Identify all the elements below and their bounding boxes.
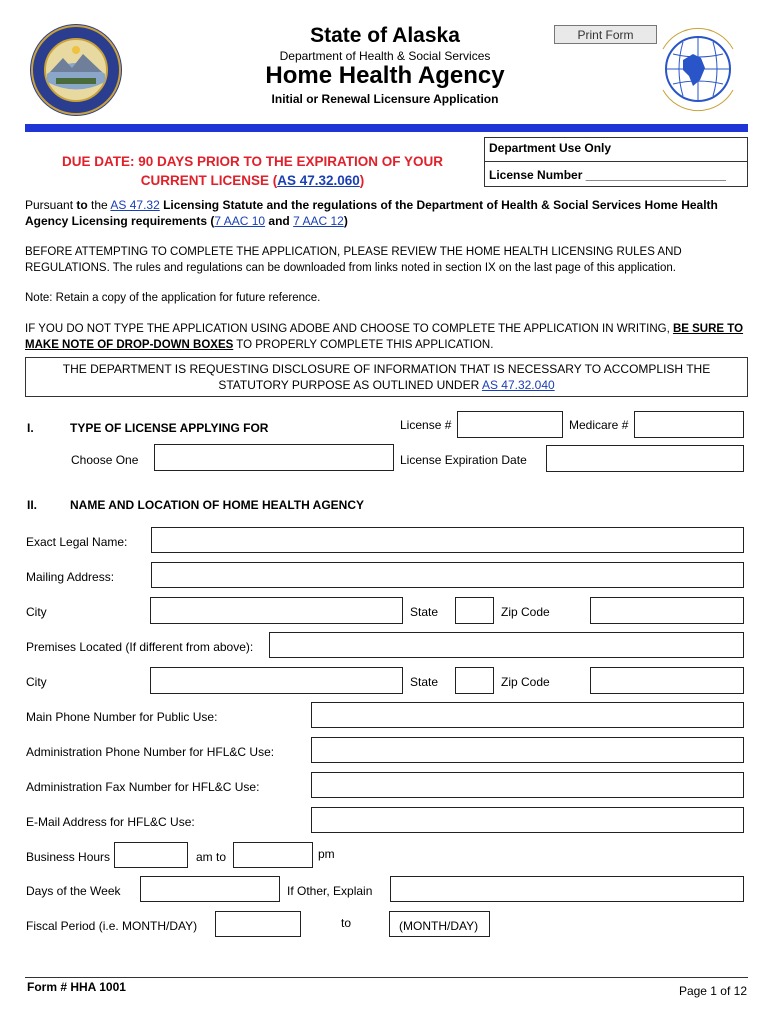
fiscal-to-label: to	[341, 916, 352, 930]
main-phone-label: Main Phone Number for Public Use:	[26, 710, 218, 724]
choose-one-label: Choose One	[71, 453, 139, 467]
city-input[interactable]	[150, 597, 403, 624]
pursuant-text-4: Licensing Statute and the regulations of the Department of Health & Social Services Home Health Agency Licensing requirements (	[25, 198, 718, 228]
pursuant-text-5: and	[265, 214, 294, 228]
business-hours-label: Business Hours	[26, 850, 111, 864]
city-label: City	[26, 605, 47, 619]
department-use-title: Department Use Only	[489, 141, 612, 155]
license-type-dropdown[interactable]	[154, 444, 394, 471]
pursuant-text-3: the	[87, 198, 111, 212]
state-label: State	[410, 605, 439, 619]
premises-zip-label: Zip Code	[501, 675, 550, 689]
section-2-title: NAME AND LOCATION OF HOME HEALTH AGENCY	[70, 498, 364, 512]
premises-city-label: City	[26, 675, 47, 689]
before-attempting-paragraph: BEFORE ATTEMPTING TO COMPLETE THE APPLICATION, PLEASE REVIEW THE HOME HEALTH LICENSING RULES AND REGULATIONS. The rules and regulations can be downloaded from links noted in section IX on the last page of this application.	[25, 246, 682, 274]
page-number: Page 1 of 12	[678, 984, 747, 998]
license-number-input[interactable]	[457, 411, 563, 438]
fiscal-start-input[interactable]	[215, 911, 301, 937]
header-band	[25, 124, 748, 132]
premises-state-input[interactable]	[455, 667, 494, 694]
disclosure-line1: THE DEPARTMENT IS REQUESTING DISCLOSURE OF INFORMATION THAT IS NECESSARY TO ACCOMPLISH THE	[62, 362, 711, 376]
days-of-week-label: Days of the Week	[26, 884, 121, 898]
am-to-label: am to	[196, 850, 227, 864]
pursuant-text-1: Pursuant	[25, 198, 77, 212]
pursuant-text-2: to	[76, 198, 88, 212]
if-other-input[interactable]	[390, 876, 744, 902]
alaska-state-seal	[28, 22, 124, 118]
7-aac-12-link[interactable]: 7 AAC 12	[293, 214, 344, 228]
premises-state-label: State	[410, 675, 439, 689]
license-number-text: License Number	[489, 168, 583, 182]
as-47-32-link[interactable]: AS 47.32	[110, 198, 160, 212]
adobe-instructions	[25, 321, 750, 353]
as-47-32-040-link[interactable]: AS 47.32.040	[481, 378, 555, 392]
premises-label: Premises Located (If different from above):	[26, 640, 254, 654]
mailing-address-input[interactable]	[151, 562, 744, 588]
main-phone-input[interactable]	[311, 702, 744, 728]
section-1-title: TYPE OF LICENSE APPLYING FOR	[70, 421, 269, 435]
fiscal-period-label: Fiscal Period (i.e. MONTH/DAY)	[26, 919, 198, 933]
license-number-field-label: License #	[400, 418, 452, 432]
7-aac-10-link[interactable]: 7 AAC 10	[214, 214, 266, 228]
pursuant-paragraph	[25, 197, 750, 229]
print-form-button[interactable]: Print Form	[554, 25, 657, 44]
adobe-text-2: BE SURE TO MAKE NOTE OF DROP-DOWN BOXES	[25, 323, 744, 351]
zip-code-label: Zip Code	[501, 605, 550, 619]
admin-phone-label: Administration Phone Number for HFL&C Use:	[26, 745, 275, 759]
retain-copy-note: Note: Retain a copy of the application for future reference.	[25, 292, 321, 304]
disclosure-line2-text: STATUTORY PURPOSE AS OUTLINED UNDER	[218, 378, 482, 392]
dhss-logo	[653, 24, 743, 114]
section-1-number: I.	[27, 421, 34, 435]
adobe-text-1: IF YOU DO NOT TYPE THE APPLICATION USING ADOBE AND CHOOSE TO COMPLETE THE APPLICATION IN WRITING,	[25, 323, 673, 335]
footer-divider	[25, 977, 748, 978]
due-date-line2-close: )	[359, 173, 365, 188]
department-use-box	[484, 137, 748, 187]
agency-title: Home Health Agency	[265, 62, 505, 89]
license-expiration-input[interactable]	[546, 445, 744, 472]
hours-end-input[interactable]	[233, 842, 313, 868]
department-name: Department of Health & Social Services	[279, 49, 491, 63]
application-subtitle: Initial or Renewal Licensure Application	[271, 92, 499, 106]
pm-label: pm	[318, 847, 335, 861]
medicare-input[interactable]	[634, 411, 744, 438]
admin-fax-label: Administration Fax Number for HFL&C Use:	[26, 780, 260, 794]
email-label: E-Mail Address for HFL&C Use:	[26, 815, 195, 829]
due-date-notice	[25, 152, 480, 190]
premises-city-input[interactable]	[150, 667, 403, 694]
medicare-label: Medicare #	[569, 418, 629, 432]
state-title: State of Alaska	[310, 24, 460, 47]
license-number-label	[489, 168, 726, 182]
state-input[interactable]	[455, 597, 494, 624]
days-of-week-dropdown[interactable]	[140, 876, 280, 902]
section-2-number: II.	[27, 498, 38, 512]
admin-fax-input[interactable]	[311, 772, 744, 798]
license-expiration-label: License Expiration Date	[400, 453, 527, 467]
pursuant-text-6: )	[343, 214, 348, 228]
if-other-label: If Other, Explain	[287, 884, 373, 898]
due-date-line2-text: CURRENT LICENSE (	[140, 173, 278, 188]
disclosure-box	[25, 357, 748, 397]
adobe-text-3: TO PROPERLY COMPLETE THIS APPLICATION.	[233, 339, 494, 351]
month-day-label: (MONTH/DAY)	[399, 919, 479, 933]
as-47-32-060-link[interactable]: AS 47.32.060	[277, 173, 360, 188]
admin-phone-input[interactable]	[311, 737, 744, 763]
mailing-address-label: Mailing Address:	[26, 570, 115, 584]
premises-input[interactable]	[269, 632, 744, 658]
legal-name-input[interactable]	[151, 527, 744, 553]
zip-code-input[interactable]	[590, 597, 744, 624]
premises-zip-input[interactable]	[590, 667, 744, 694]
department-use-divider	[485, 161, 747, 162]
due-date-line1: DUE DATE: 90 DAYS PRIOR TO THE EXPIRATION OF YOUR	[61, 154, 444, 169]
due-date-line2	[25, 171, 480, 190]
hours-start-input[interactable]	[114, 842, 188, 868]
email-input[interactable]	[311, 807, 744, 833]
disclosure-line2	[26, 377, 747, 393]
form-number: Form # HHA 1001	[27, 980, 126, 994]
legal-name-label: Exact Legal Name:	[26, 535, 128, 549]
license-number-line: _____________________	[585, 168, 726, 182]
